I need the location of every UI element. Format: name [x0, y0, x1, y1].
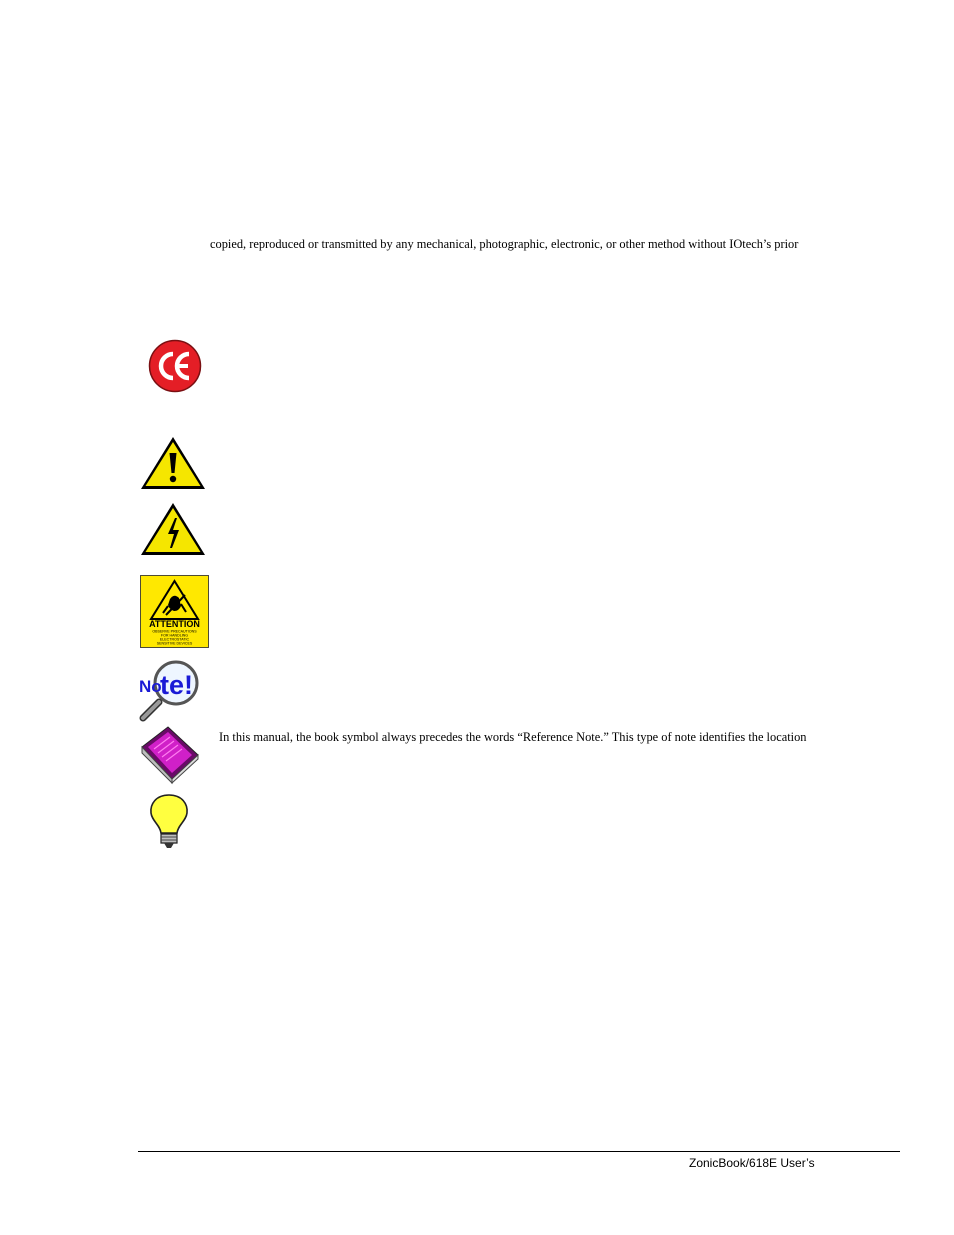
esd-line-1: OBSERVE PRECAUTIONS: [152, 629, 197, 634]
esd-line-3: ELECTROSTATIC: [159, 637, 190, 642]
ce-mark-icon: [148, 339, 202, 393]
caution-triangle-icon: [139, 435, 207, 491]
reference-book-icon: [138, 723, 202, 785]
note-magnifier-icon: [137, 659, 203, 723]
esd-line-2: FOR HANDLING: [160, 633, 189, 638]
esd-attention-icon: [140, 575, 209, 648]
esd-line-4: SENSITIVE DEVICES: [156, 641, 193, 646]
copyright-paragraph-line: copied, reproduced or transmitted by any mechanical, photographic, electronic, or other method without IOtech’s prior: [210, 237, 799, 251]
reference-note-paragraph-line: In this manual, the book symbol always precedes the words “Reference Note.” This type of note identifies the location: [219, 730, 807, 744]
esd-title: ATTENTION: [149, 619, 200, 629]
footer-title: ZonicBook/618E User’s: [689, 1156, 815, 1170]
note-text-left: No: [139, 677, 162, 696]
footer-rule: [138, 1151, 900, 1152]
note-text-right: te!: [160, 670, 193, 700]
electric-shock-icon: [139, 501, 207, 557]
light-bulb-icon: [148, 793, 190, 851]
